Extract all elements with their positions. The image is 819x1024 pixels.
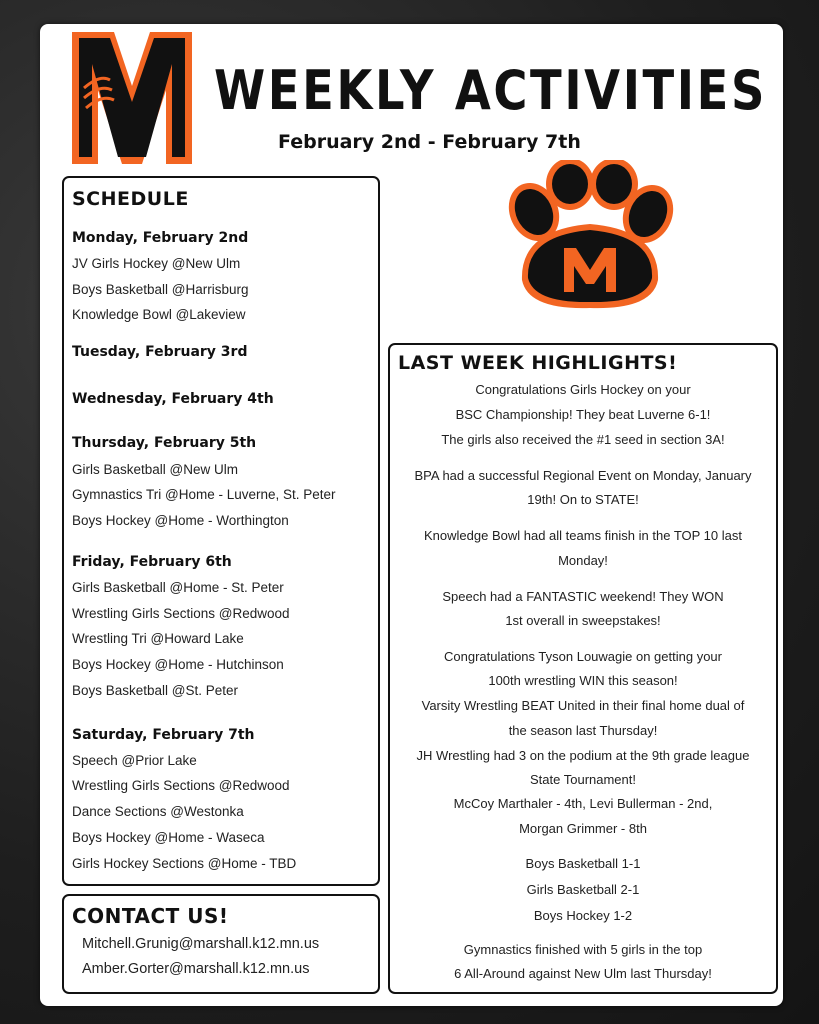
highlight-line: Boys Hockey 1-2: [533, 908, 633, 923]
day-heading: Friday, February 6th: [72, 554, 232, 570]
day-heading: Thursday, February 5th: [72, 435, 257, 451]
schedule-event: Wrestling Tri @Howard Lake: [72, 631, 244, 646]
highlights-panel: [388, 343, 778, 994]
day-heading: Tuesday, February 3rd: [72, 344, 248, 360]
highlight-line: Monday!: [558, 553, 608, 568]
highlight-line: Knowledge Bowl had all teams finish in the TOP 10 last: [424, 528, 742, 543]
highlight-line: Congratulations Tyson Louwagie on getting your: [443, 649, 722, 664]
schedule-event: JV Girls Hockey @New Ulm: [72, 256, 241, 271]
highlight-line: 1st overall in sweepstakes!: [505, 613, 661, 628]
schedule-heading: SCHEDULE: [72, 188, 189, 210]
highlights-heading: LAST WEEK HIGHLIGHTS!: [398, 352, 678, 374]
schedule-event: Boys Hockey @Home - Worthington: [72, 513, 289, 528]
schedule-event: Girls Basketball @New Ulm: [72, 462, 238, 477]
school-m-logo: [70, 28, 194, 168]
contact-email[interactable]: Amber.Gorter@marshall.k12.mn.us: [82, 961, 310, 977]
highlight-line: McCoy Marthaler - 4th, Levi Bullerman - 2nd,: [453, 796, 713, 811]
highlight-line: The girls also received the #1 seed in section 3A!: [441, 432, 725, 447]
highlight-line: 100th wrestling WIN this season!: [488, 673, 678, 688]
highlight-line: State Tournament!: [530, 772, 636, 787]
highlight-line: BSC Championship! They beat Luverne 6-1!: [455, 407, 711, 422]
highlight-line: 19th! On to STATE!: [527, 492, 639, 507]
schedule-event: Boys Hockey @Home - Waseca: [72, 830, 265, 845]
schedule-event: Girls Basketball @Home - St. Peter: [72, 580, 284, 595]
contact-email[interactable]: Mitchell.Grunig@marshall.k12.mn.us: [82, 936, 320, 952]
schedule-panel: [62, 176, 380, 886]
schedule-event: Knowledge Bowl @Lakeview: [72, 307, 246, 322]
highlight-line: Congratulations Girls Hockey on your: [475, 382, 691, 397]
highlight-line: Girls Basketball 2-1: [526, 882, 640, 897]
contact-heading: CONTACT US!: [72, 904, 229, 928]
schedule-event: Boys Basketball @Harrisburg: [72, 282, 249, 297]
date-range: February 2nd - February 7th: [278, 131, 581, 153]
schedule-event: Wrestling Girls Sections @Redwood: [72, 606, 290, 621]
highlight-line: 6 All-Around against New Ulm last Thursday!: [454, 966, 712, 981]
highlight-line: BPA had a successful Regional Event on Monday, January: [414, 468, 752, 483]
schedule-event: Girls Hockey Sections @Home - TBD: [72, 856, 297, 871]
contact-panel: [62, 894, 380, 994]
schedule-event: Boys Hockey @Home - Hutchinson: [72, 657, 284, 672]
day-heading: Saturday, February 7th: [72, 727, 255, 743]
highlight-line: the season last Thursday!: [508, 723, 658, 738]
highlight-line: Speech had a FANTASTIC weekend! They WON: [442, 589, 724, 604]
day-heading: Wednesday, February 4th: [72, 391, 274, 407]
schedule-event: Boys Basketball @St. Peter: [72, 683, 239, 698]
highlight-line: JH Wrestling had 3 on the podium at the 9th grade league: [416, 748, 750, 763]
page-title: WEEKLY ACTIVITIES: [214, 59, 768, 122]
day-heading: Monday, February 2nd: [72, 230, 249, 246]
highlight-line: Morgan Grimmer - 8th: [519, 821, 647, 836]
highlight-line: Boys Basketball 1-1: [525, 856, 641, 871]
highlight-line: Gymnastics finished with 5 girls in the top: [463, 942, 703, 957]
highlight-line: Varsity Wrestling BEAT United in their final home dual of: [421, 698, 745, 713]
schedule-event: Dance Sections @Westonka: [72, 804, 244, 819]
schedule-event: Wrestling Girls Sections @Redwood: [72, 778, 290, 793]
paw-logo: [502, 160, 678, 310]
schedule-event: Gymnastics Tri @Home - Luverne, St. Peter: [72, 487, 336, 502]
schedule-event: Speech @Prior Lake: [72, 753, 197, 768]
